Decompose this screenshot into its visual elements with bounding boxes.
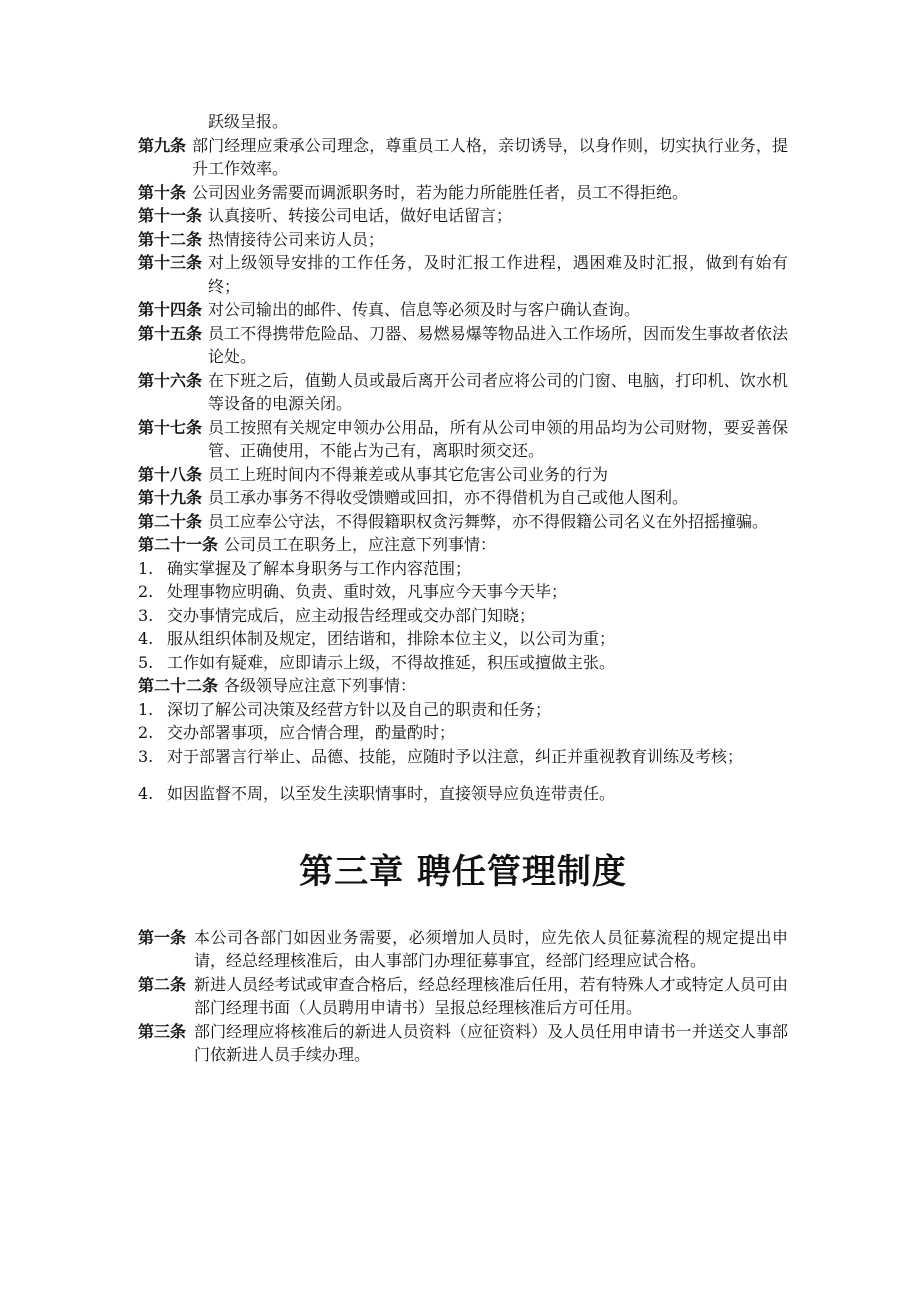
item-text: 处理事物应明确、负责、重时效，凡事应今天事今天毕； [167,582,568,601]
article-22 [138,674,788,698]
article-text: 热情接待公司来访人员； [208,229,385,249]
article-22-items [138,698,788,806]
article-text: 员工上班时间内不得兼差或从事其它危害公司业务的行为 [208,464,609,484]
list-item [138,651,788,675]
item-text: 深切了解公司决策及经营方针以及自己的职责和任务； [167,699,552,719]
article-label: 第十一条 [138,206,203,225]
item-text: 如因监督不周，以至发生渎职情事时，直接领导应负连带责任。 [167,784,616,803]
article-label: 第十八条 [138,464,203,484]
article-15 [138,322,788,369]
article-21-items [138,557,788,675]
article-text: 部门经理应秉承公司理念，尊重员工人格，亲切诱导，以身作则，切实执行业务，提升工作效率。 [192,135,788,178]
article-text: 员工不得携带危险品、刀器、易燃易爆等物品进入工作场所，因而发生事故者依法论处。 [208,323,788,366]
chapter-article-1 [138,926,788,973]
item-number: 2. [138,582,154,601]
article-20 [138,510,788,534]
article-label: 第一条 [138,927,187,947]
article-label: 第九条 [138,135,187,155]
article-text: 本公司各部门如因业务需要，必须增加人员时，应先依人员征募流程的规定提出申请，经总经理核准后，由人事部门办理征募事宜，经部门经理应试合格。 [194,927,788,970]
item-number: 4. [138,784,154,803]
item-text: 确实掌握及了解本身职务与工作内容范围； [167,558,472,578]
article-label: 第十九条 [138,488,203,507]
article-label: 第二条 [138,974,187,994]
article-text: 部门经理应将核准后的新进人员资料（应征资料）及人员任用申请书一并送交人事部门依新进人员手续办理。 [194,1021,788,1064]
list-item [138,745,788,769]
article-text: 员工承办事务不得收受馈赠或回扣，亦不得借机为自己或他人图利。 [208,488,689,507]
item-number: 2. [138,723,154,742]
article-19 [138,486,788,510]
item-number: 4. [138,629,154,648]
article-17 [138,416,788,463]
list-item [138,604,788,628]
item-number: 3. [138,605,154,625]
article-18 [138,463,788,487]
article-label: 第十二条 [138,229,203,249]
item-text: 交办事情完成后，应主动报告经理或交办部门知晓； [167,605,536,625]
article-label: 第十条 [138,182,187,202]
document-page [138,110,788,1067]
article-label: 第十五条 [138,323,203,343]
list-item [138,557,788,581]
article-label: 第二十条 [138,511,203,531]
article-text: 对公司输出的邮件、传真、信息等必须及时与客户确认查询。 [208,300,641,319]
article-label: 第十七条 [138,417,203,437]
item-text: 对于部署言行举止、品德、技能，应随时予以注意，纠正并重视教育训练及考核； [167,746,744,766]
spacer [138,768,788,782]
article-text: 员工应奉公守法，不得假籍职权贪污舞弊，亦不得假籍公司名义在外招摇撞骗。 [208,511,769,531]
article-21 [138,533,788,557]
list-item [138,721,788,745]
article-label: 第三条 [138,1021,187,1041]
article-label: 第十三条 [138,253,203,272]
article-12 [138,228,788,252]
article-14 [138,298,788,322]
list-item [138,627,788,651]
article-13 [138,251,788,298]
list-item [138,782,788,806]
continuation-text: 跃级呈报。 [208,112,289,131]
article-9 [138,134,788,181]
item-text: 工作如有疑难，应即请示上级，不得故推延，积压或擅做主张。 [167,652,616,672]
list-item [138,580,788,604]
article-label: 第十四条 [138,300,203,319]
article-label: 第二十二条 [138,676,219,695]
item-number: 3. [138,746,154,766]
item-text: 交办部署事项，应合情合理，酌量酌时； [167,723,456,742]
article-11 [138,204,788,228]
article-label: 第十六条 [138,370,203,390]
item-number: 1. [138,699,154,719]
chapter-article-2 [138,973,788,1020]
chapter-3-articles [138,926,788,1067]
item-number: 5. [138,652,154,672]
article-label: 第二十一条 [138,535,219,554]
item-number: 1. [138,558,154,578]
articles-list-a [138,134,788,534]
item-text: 服从组织体制及规定，团结谐和，排除本位主义，以公司为重； [167,629,616,648]
article-text: 对上级领导安排的工作任务，及时汇报工作进程，遇困难及时汇报，做到有始有终； [208,253,788,296]
article-10 [138,181,788,205]
chapter-title: 第三章 聘任管理制度 [299,851,627,892]
chapter-article-3 [138,1020,788,1067]
list-item [138,698,788,722]
article-text: 认真接听、转接公司电话，做好电话留言； [208,206,513,225]
article-text: 在下班之后，值勤人员或最后离开公司者应将公司的门窗、电脑，打印机、饮水机等设备的电源关闭。 [208,370,788,413]
article-16 [138,369,788,416]
article-text: 各级领导应注意下列事情： [224,676,417,695]
article-text: 公司因业务需要而调派职务时，若为能力所能胜任者，员工不得拒绝。 [192,182,689,202]
article-text: 公司员工在职务上，应注意下列事情： [224,535,497,554]
article-text: 新进人员经考试或审查合格后，经总经理核准后任用，若有特殊人才或特定人员可由部门经理书面（人员聘用申请书）呈报总经理核准后方可任用。 [194,974,788,1017]
article-text: 员工按照有关规定申领办公用品，所有从公司申领的用品均为公司财物，要妥善保管、正确使用，不能占为己有，离职时须交还。 [208,417,788,460]
